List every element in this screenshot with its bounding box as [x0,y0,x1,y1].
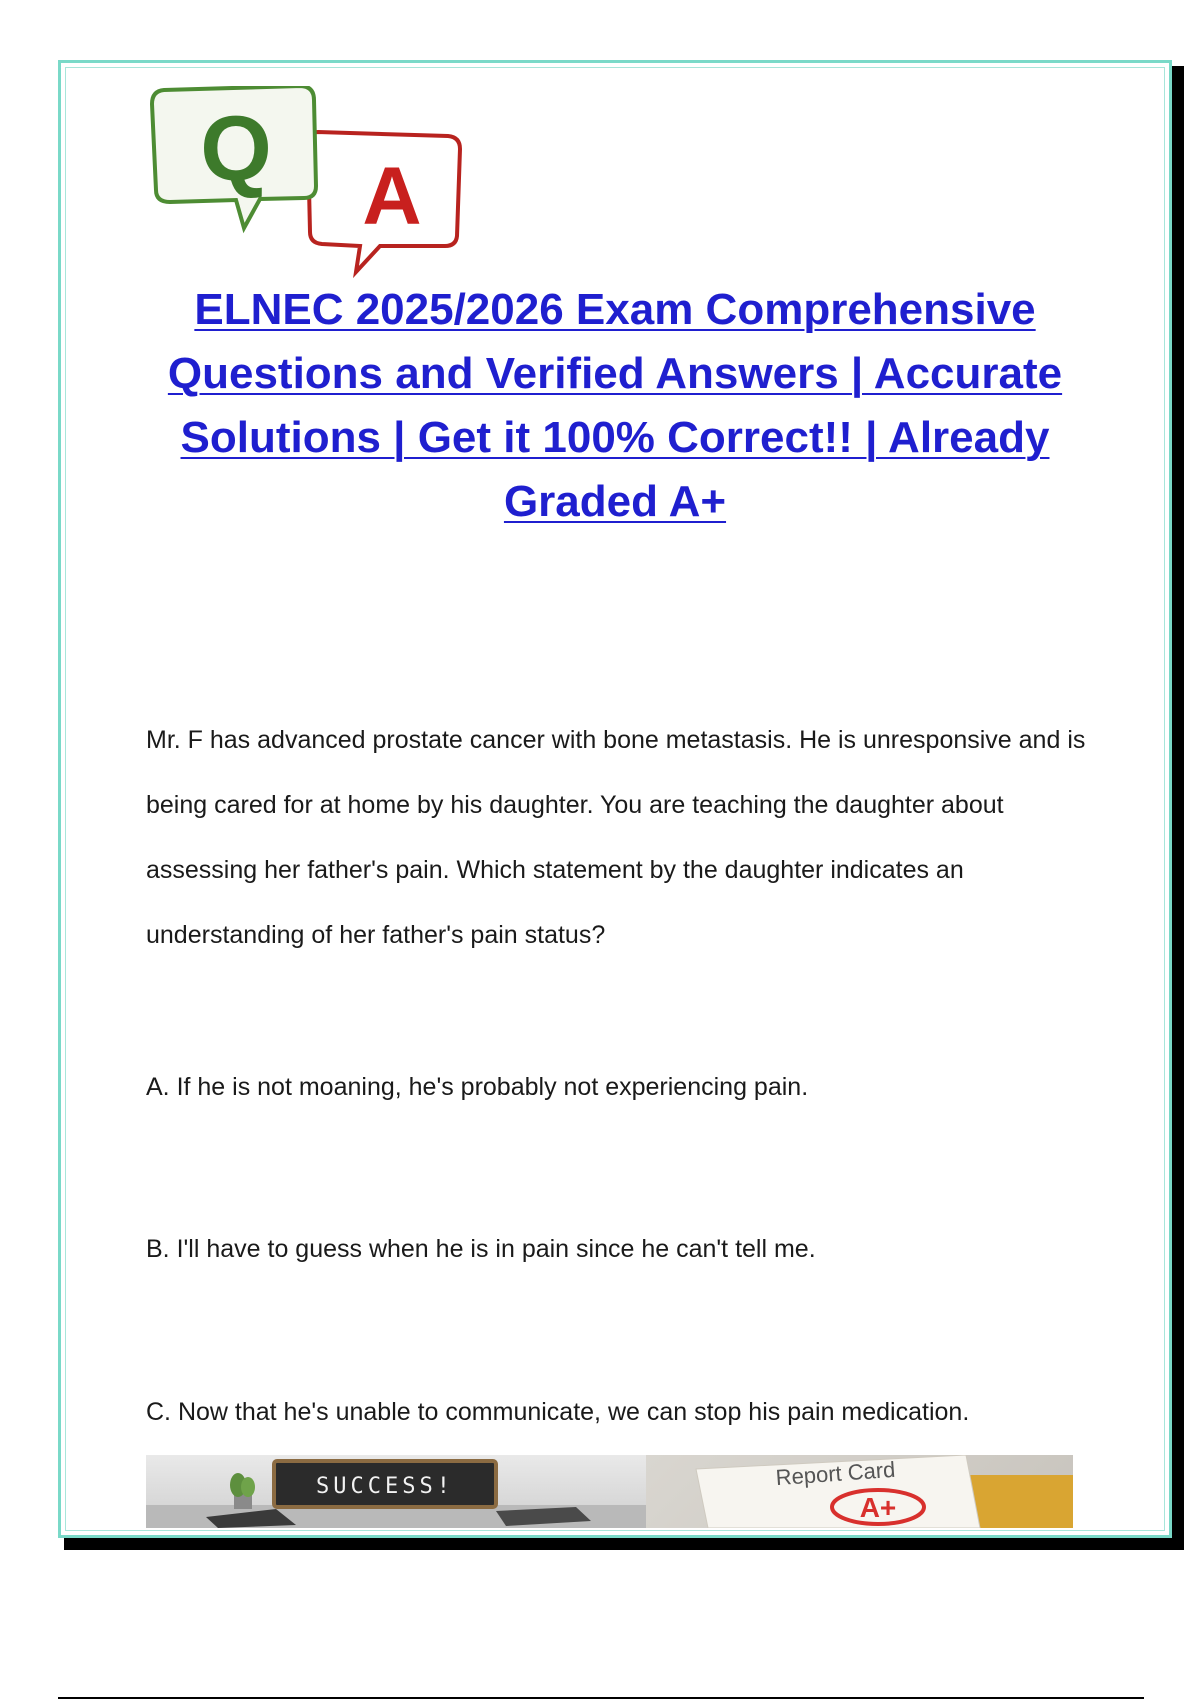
success-board-text: SUCCESS! [316,1474,454,1499]
answer-letter: A [362,151,422,242]
answer-option-c: C. Now that he's unable to communicate, we can stop his pain medication. [146,1398,970,1426]
plant-icon [230,1473,255,1509]
question-bubble-icon [152,86,316,228]
answer-option-b: B. I'll have to guess when he is in pain since he can't tell me. [146,1235,816,1263]
report-card-image [646,1455,1073,1528]
qa-logo [150,86,480,286]
footer-banner [146,1455,1073,1528]
document-title[interactable]: ELNEC 2025/2026 Exam Comprehensive Questions and Verified Answers | Accurate Solutions | Get it 100% Correct!! | Already Graded A+ [167,285,1063,526]
question-letter: Q [200,98,272,200]
report-card-text: Report Card [774,1456,897,1491]
success-image [146,1455,646,1528]
grade-text: A+ [859,1492,897,1523]
question-text: Mr. F has advanced prostate cancer with bone metastasis. He is unresponsive and is being cared for at home by his daughter. You are teaching the daughter about assessing her father's pain. Which statement by the daughter indicates an understanding of her father's pain status? [146,726,1086,949]
page-bottom-rule [58,1697,1144,1699]
answer-bubble-icon [308,132,460,272]
answer-option-a: A. If he is not moaning, he's probably not experiencing pain. [146,1073,809,1101]
